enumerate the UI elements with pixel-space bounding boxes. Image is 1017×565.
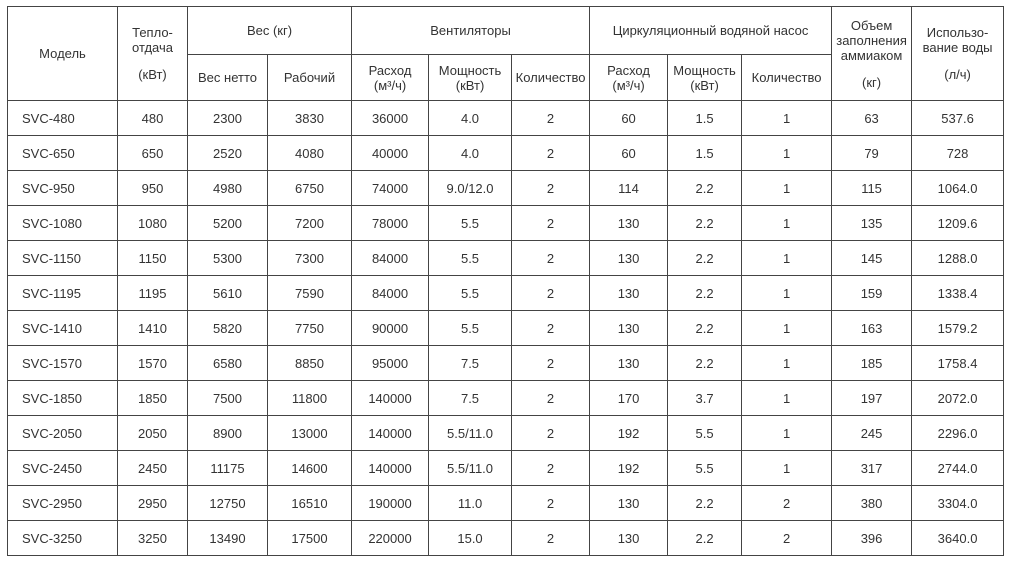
header-heat-output: Тепло- отдача (кВт) <box>118 7 188 101</box>
cell-pump-quantity: 1 <box>742 451 832 486</box>
cell-pump-power: 2.2 <box>668 486 742 521</box>
cell-fan-flow: 140000 <box>352 416 429 451</box>
cell-weight-net: 6580 <box>188 346 268 381</box>
cell-heat-output: 1080 <box>118 206 188 241</box>
cell-water-usage: 728 <box>912 136 1004 171</box>
cell-water-usage: 1209.6 <box>912 206 1004 241</box>
header-fan-flow: Расход (м³/ч) <box>352 55 429 101</box>
cell-weight-working: 17500 <box>268 521 352 556</box>
cell-fan-quantity: 2 <box>512 381 590 416</box>
cell-fan-power: 7.5 <box>429 346 512 381</box>
cell-ammonia-charge: 163 <box>832 311 912 346</box>
cell-fan-flow: 90000 <box>352 311 429 346</box>
cell-pump-power: 2.2 <box>668 521 742 556</box>
cell-weight-net: 13490 <box>188 521 268 556</box>
cell-pump-quantity: 1 <box>742 241 832 276</box>
cell-fan-quantity: 2 <box>512 276 590 311</box>
cell-pump-flow: 192 <box>590 416 668 451</box>
cell-pump-power: 1.5 <box>668 136 742 171</box>
cell-fan-quantity: 2 <box>512 416 590 451</box>
cell-heat-output: 2050 <box>118 416 188 451</box>
cell-fan-quantity: 2 <box>512 101 590 136</box>
cell-fan-flow: 40000 <box>352 136 429 171</box>
cell-weight-net: 11175 <box>188 451 268 486</box>
specifications-table <box>7 6 1004 556</box>
cell-pump-flow: 130 <box>590 311 668 346</box>
cell-pump-power: 2.2 <box>668 206 742 241</box>
cell-weight-working: 16510 <box>268 486 352 521</box>
header-water-usage: Использо- вание воды (л/ч) <box>912 7 1004 101</box>
cell-pump-quantity: 1 <box>742 381 832 416</box>
cell-heat-output: 1410 <box>118 311 188 346</box>
cell-pump-power: 5.5 <box>668 451 742 486</box>
cell-fan-power: 9.0/12.0 <box>429 171 512 206</box>
cell-pump-flow: 130 <box>590 206 668 241</box>
cell-heat-output: 480 <box>118 101 188 136</box>
cell-pump-flow: 170 <box>590 381 668 416</box>
cell-model: SVC-650 <box>8 136 118 171</box>
cell-pump-flow: 130 <box>590 486 668 521</box>
cell-water-usage: 1288.0 <box>912 241 1004 276</box>
cell-pump-power: 2.2 <box>668 311 742 346</box>
cell-weight-working: 4080 <box>268 136 352 171</box>
cell-heat-output: 1850 <box>118 381 188 416</box>
cell-pump-power: 5.5 <box>668 416 742 451</box>
cell-pump-quantity: 1 <box>742 416 832 451</box>
cell-weight-net: 5820 <box>188 311 268 346</box>
cell-fan-quantity: 2 <box>512 206 590 241</box>
cell-fan-power: 5.5/11.0 <box>429 416 512 451</box>
cell-ammonia-charge: 245 <box>832 416 912 451</box>
cell-fan-flow: 78000 <box>352 206 429 241</box>
cell-weight-working: 7590 <box>268 276 352 311</box>
cell-ammonia-charge: 145 <box>832 241 912 276</box>
cell-ammonia-charge: 159 <box>832 276 912 311</box>
cell-ammonia-charge: 63 <box>832 101 912 136</box>
cell-fan-flow: 36000 <box>352 101 429 136</box>
cell-model: SVC-1150 <box>8 241 118 276</box>
cell-ammonia-charge: 317 <box>832 451 912 486</box>
cell-fan-quantity: 2 <box>512 171 590 206</box>
cell-fan-quantity: 2 <box>512 311 590 346</box>
cell-weight-net: 12750 <box>188 486 268 521</box>
cell-weight-working: 11800 <box>268 381 352 416</box>
cell-fan-flow: 84000 <box>352 276 429 311</box>
cell-heat-output: 650 <box>118 136 188 171</box>
cell-heat-output: 1150 <box>118 241 188 276</box>
table-row <box>8 136 1004 171</box>
cell-weight-working: 3830 <box>268 101 352 136</box>
cell-weight-net: 7500 <box>188 381 268 416</box>
cell-water-usage: 3640.0 <box>912 521 1004 556</box>
cell-pump-quantity: 1 <box>742 101 832 136</box>
cell-pump-power: 3.7 <box>668 381 742 416</box>
cell-pump-flow: 60 <box>590 136 668 171</box>
table-row <box>8 451 1004 486</box>
cell-fan-flow: 140000 <box>352 381 429 416</box>
header-pump-group: Циркуляционный водяной насос <box>590 7 832 55</box>
header-fan-power: Мощность (кВт) <box>429 55 512 101</box>
table-row <box>8 171 1004 206</box>
cell-ammonia-charge: 135 <box>832 206 912 241</box>
cell-model: SVC-3250 <box>8 521 118 556</box>
table-row <box>8 521 1004 556</box>
cell-water-usage: 1338.4 <box>912 276 1004 311</box>
table-row <box>8 381 1004 416</box>
cell-pump-quantity: 2 <box>742 521 832 556</box>
cell-pump-flow: 130 <box>590 241 668 276</box>
cell-model: SVC-1850 <box>8 381 118 416</box>
cell-water-usage: 1758.4 <box>912 346 1004 381</box>
cell-pump-flow: 192 <box>590 451 668 486</box>
cell-ammonia-charge: 115 <box>832 171 912 206</box>
table-row <box>8 276 1004 311</box>
cell-fan-flow: 95000 <box>352 346 429 381</box>
cell-pump-power: 1.5 <box>668 101 742 136</box>
cell-fan-quantity: 2 <box>512 451 590 486</box>
cell-weight-working: 8850 <box>268 346 352 381</box>
cell-pump-flow: 130 <box>590 276 668 311</box>
cell-weight-net: 5200 <box>188 206 268 241</box>
cell-fan-flow: 220000 <box>352 521 429 556</box>
cell-model: SVC-480 <box>8 101 118 136</box>
cell-pump-power: 2.2 <box>668 241 742 276</box>
cell-pump-quantity: 1 <box>742 311 832 346</box>
cell-weight-working: 7200 <box>268 206 352 241</box>
cell-fan-power: 11.0 <box>429 486 512 521</box>
cell-pump-flow: 130 <box>590 346 668 381</box>
cell-pump-quantity: 1 <box>742 206 832 241</box>
cell-fan-power: 5.5/11.0 <box>429 451 512 486</box>
table-body <box>8 101 1004 556</box>
cell-weight-net: 2300 <box>188 101 268 136</box>
cell-fan-quantity: 2 <box>512 521 590 556</box>
header-pump-power: Мощность (кВт) <box>668 55 742 101</box>
cell-pump-flow: 60 <box>590 101 668 136</box>
cell-water-usage: 1064.0 <box>912 171 1004 206</box>
table-row <box>8 346 1004 381</box>
header-pump-flow: Расход (м³/ч) <box>590 55 668 101</box>
cell-model: SVC-1195 <box>8 276 118 311</box>
cell-model: SVC-2050 <box>8 416 118 451</box>
cell-heat-output: 950 <box>118 171 188 206</box>
cell-weight-net: 2520 <box>188 136 268 171</box>
cell-weight-working: 6750 <box>268 171 352 206</box>
cell-water-usage: 3304.0 <box>912 486 1004 521</box>
cell-model: SVC-2950 <box>8 486 118 521</box>
cell-weight-working: 7300 <box>268 241 352 276</box>
cell-fan-power: 5.5 <box>429 311 512 346</box>
cell-fan-power: 4.0 <box>429 101 512 136</box>
cell-weight-net: 8900 <box>188 416 268 451</box>
cell-ammonia-charge: 380 <box>832 486 912 521</box>
cell-model: SVC-1570 <box>8 346 118 381</box>
cell-pump-power: 2.2 <box>668 276 742 311</box>
cell-pump-quantity: 1 <box>742 136 832 171</box>
cell-model: SVC-1410 <box>8 311 118 346</box>
cell-pump-power: 2.2 <box>668 346 742 381</box>
header-ammonia-charge: Объем заполнения аммиаком (кг) <box>832 7 912 101</box>
cell-ammonia-charge: 197 <box>832 381 912 416</box>
cell-water-usage: 2296.0 <box>912 416 1004 451</box>
header-pump-quantity: Количество <box>742 55 832 101</box>
cell-fan-quantity: 2 <box>512 241 590 276</box>
cell-fan-power: 15.0 <box>429 521 512 556</box>
cell-ammonia-charge: 79 <box>832 136 912 171</box>
cell-fan-flow: 140000 <box>352 451 429 486</box>
cell-weight-working: 14600 <box>268 451 352 486</box>
cell-fan-flow: 84000 <box>352 241 429 276</box>
cell-ammonia-charge: 185 <box>832 346 912 381</box>
cell-fan-power: 5.5 <box>429 276 512 311</box>
cell-heat-output: 2950 <box>118 486 188 521</box>
table-row <box>8 311 1004 346</box>
cell-model: SVC-2450 <box>8 451 118 486</box>
cell-heat-output: 1570 <box>118 346 188 381</box>
cell-fan-flow: 190000 <box>352 486 429 521</box>
cell-weight-working: 13000 <box>268 416 352 451</box>
header-model: Модель <box>8 7 118 101</box>
cell-weight-working: 7750 <box>268 311 352 346</box>
cell-water-usage: 2744.0 <box>912 451 1004 486</box>
cell-heat-output: 3250 <box>118 521 188 556</box>
table-row <box>8 101 1004 136</box>
table-row <box>8 416 1004 451</box>
cell-fan-power: 5.5 <box>429 241 512 276</box>
cell-water-usage: 537.6 <box>912 101 1004 136</box>
cell-weight-net: 5300 <box>188 241 268 276</box>
cell-pump-power: 2.2 <box>668 171 742 206</box>
cell-pump-flow: 114 <box>590 171 668 206</box>
cell-fan-quantity: 2 <box>512 136 590 171</box>
table-row <box>8 206 1004 241</box>
header-weight-working: Рабочий <box>268 55 352 101</box>
cell-fan-quantity: 2 <box>512 346 590 381</box>
table-row <box>8 241 1004 276</box>
cell-fan-power: 7.5 <box>429 381 512 416</box>
cell-weight-net: 5610 <box>188 276 268 311</box>
cell-pump-quantity: 1 <box>742 276 832 311</box>
cell-heat-output: 2450 <box>118 451 188 486</box>
header-weight-net: Вес нетто <box>188 55 268 101</box>
cell-model: SVC-950 <box>8 171 118 206</box>
header-weight-group: Вес (кг) <box>188 7 352 55</box>
cell-fan-quantity: 2 <box>512 486 590 521</box>
cell-model: SVC-1080 <box>8 206 118 241</box>
cell-water-usage: 2072.0 <box>912 381 1004 416</box>
cell-fan-flow: 74000 <box>352 171 429 206</box>
cell-pump-quantity: 1 <box>742 171 832 206</box>
cell-pump-flow: 130 <box>590 521 668 556</box>
cell-ammonia-charge: 396 <box>832 521 912 556</box>
cell-fan-power: 4.0 <box>429 136 512 171</box>
table-row <box>8 486 1004 521</box>
cell-pump-quantity: 2 <box>742 486 832 521</box>
cell-water-usage: 1579.2 <box>912 311 1004 346</box>
cell-weight-net: 4980 <box>188 171 268 206</box>
header-fan-quantity: Количество <box>512 55 590 101</box>
header-fans-group: Вентиляторы <box>352 7 590 55</box>
cell-fan-power: 5.5 <box>429 206 512 241</box>
cell-pump-quantity: 1 <box>742 346 832 381</box>
cell-heat-output: 1195 <box>118 276 188 311</box>
